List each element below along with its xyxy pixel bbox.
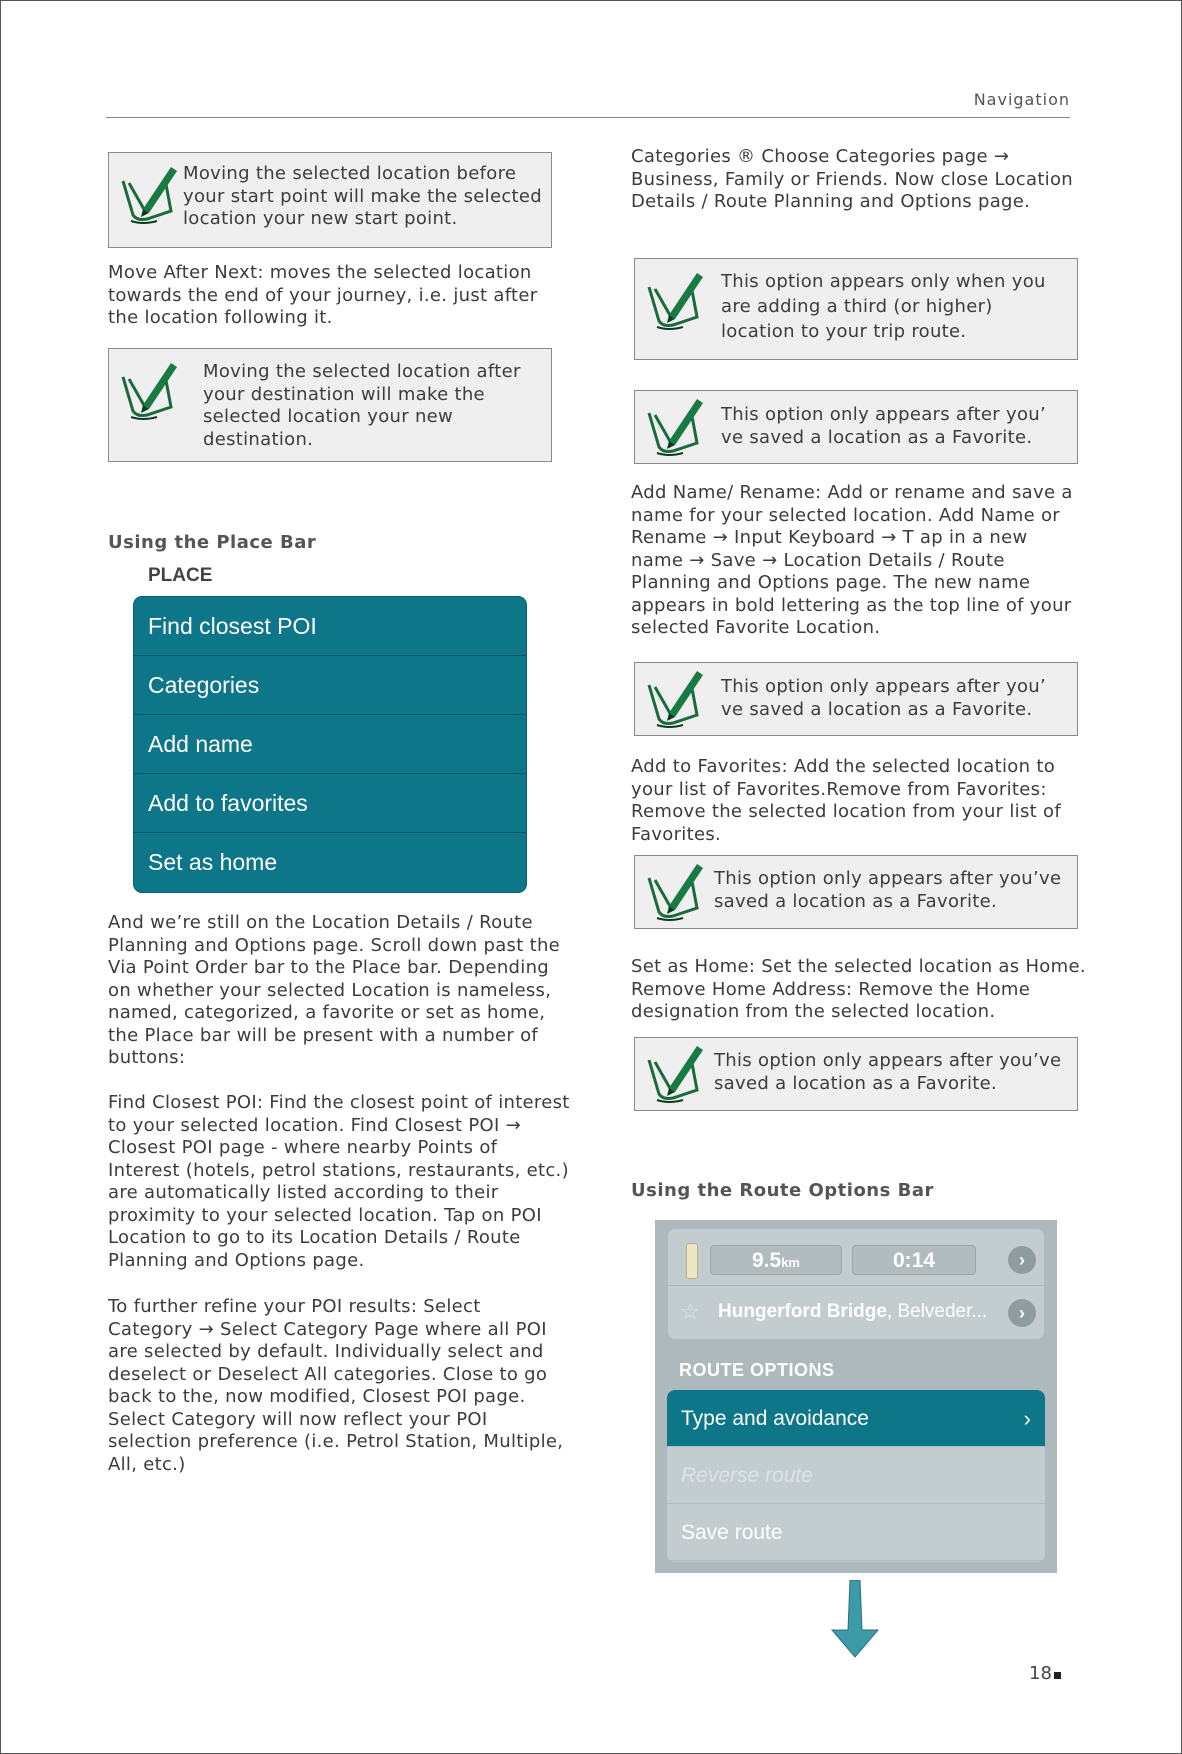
route-destination-rest: , Belveder... — [886, 1301, 988, 1322]
arrow-down-icon — [830, 1580, 880, 1658]
page-header — [106, 90, 1070, 118]
note-text: Moving the selected location after your destination will make the selected location your new destination. — [203, 361, 521, 450]
route-distance-unit: km — [781, 1255, 800, 1270]
note-box-favorite-1 — [634, 390, 1078, 464]
route-item-reverse-route: Reverse route — [667, 1447, 1045, 1504]
note-box-third-location — [634, 258, 1078, 360]
pen-note-icon — [639, 858, 707, 926]
pen-note-icon — [639, 393, 707, 461]
chevron-right-icon: › — [1023, 1406, 1031, 1431]
route-divider — [668, 1285, 1044, 1286]
route-item-type-and-avoidance[interactable] — [667, 1390, 1045, 1447]
paragraph-set-as-home: Set as Home: Set the selected location as Home. Remove Home Address: Remove the Home designation from the selected location. — [631, 956, 1086, 1022]
paragraph-find-closest-poi: Find Closest POI: Find the closest point of interest to your selected location. Find Closest POI → Closest POI page - where nearby Points of Interest (hotels, petrol stations, restaurants, etc.) are automatically listed according to their proximity to your selected location. Tap on POI Location to go to its Location Details / Route Planning and Options page. — [108, 1092, 570, 1271]
star-icon[interactable]: ☆ — [680, 1299, 700, 1324]
note-text: This option only appears after you’ve saved a location as a Favorite. — [714, 1050, 1062, 1094]
route-options-heading: ROUTE OPTIONS — [679, 1360, 835, 1380]
route-options-list — [667, 1390, 1045, 1562]
note-text: This option only appears after you’ ve saved a location as a Favorite. — [721, 404, 1047, 448]
route-destination-name: Hungerford Bridge — [718, 1301, 887, 1322]
route-distance — [710, 1245, 842, 1275]
paragraph-add-name: Add Name/ Rename: Add or rename and save a name for your selected location. Add Name or Rename → Input Keyboard → T ap in a new name → Save → Location Details / Route Planning and Options page. The new name appears in bold lettering as the top line of your selected Favorite Location. — [631, 482, 1073, 638]
paragraph-add-to-favorites: Add to Favorites: Add the selected location to your list of Favorites.Remove from Favorites: Remove the selected location from your list of Favorites. — [631, 756, 1061, 845]
place-item-categories[interactable]: Categories — [134, 656, 526, 715]
place-item-add-to-favorites[interactable]: Add to favorites — [134, 774, 526, 833]
place-bar-label: PLACE — [148, 565, 213, 586]
page-number-value: 18 — [1029, 1663, 1052, 1684]
paragraph-place-bar-intro: And we’re still on the Location Details / Route Planning and Options page. Scroll down past the Via Point Order bar to the Place bar. Depending on whether your selected Location is nameless, named, categorized, a favorite or set as home, the Place bar will be present with a number of buttons: — [108, 912, 561, 1068]
note-box-favorite-2 — [634, 662, 1078, 736]
section-title-route-options: Using the Route Options Bar — [631, 1180, 934, 1201]
section-title-place-bar: Using the Place Bar — [108, 532, 317, 553]
pen-note-icon — [639, 665, 707, 733]
route-color-indicator — [686, 1243, 698, 1279]
paragraph-refine-poi: To further refine your POI results: Select Category → Select Category Page where all POI are selected by default. Individually select and deselect or Deselect All categories. Close to go back to the, now modified, Closest POI page. Select Category will now reflect your POI selection preference (i.e. Petrol Station, Multiple, All, etc.) — [108, 1296, 564, 1475]
route-destination — [718, 1301, 987, 1323]
route-item-label: Type and avoidance — [681, 1407, 869, 1430]
note-box-destination — [108, 348, 552, 462]
paragraph-move-after-next: Move After Next: moves the selected location towards the end of your journey, i.e. just after the location following it. — [108, 262, 538, 328]
header-title: Navigation — [973, 90, 1070, 109]
route-item-save-route[interactable]: Save route — [667, 1504, 1045, 1561]
chevron-right-icon[interactable]: › — [1008, 1299, 1036, 1327]
route-time: 0:14 — [852, 1245, 976, 1275]
place-item-find-closest-poi[interactable]: Find closest POI — [134, 597, 526, 656]
note-box-start-point — [108, 152, 552, 248]
note-text: This option only appears after you’ve saved a location as a Favorite. — [714, 868, 1062, 912]
note-box-favorite-3 — [634, 855, 1078, 929]
route-options-screenshot — [655, 1220, 1057, 1573]
note-text: This option appears only when you are adding a third (or higher) location to your trip route. — [721, 271, 1046, 342]
note-text: This option only appears after you’ ve saved a location as a Favorite. — [721, 676, 1047, 720]
note-box-favorite-4 — [634, 1037, 1078, 1111]
pen-note-icon — [639, 1040, 707, 1108]
place-bar-menu — [133, 596, 527, 893]
note-text: Moving the selected location before your start point will make the selected location your new start point. — [183, 163, 542, 229]
route-distance-value: 9.5 — [752, 1249, 782, 1272]
route-summary-panel — [667, 1228, 1045, 1340]
pen-note-icon — [113, 161, 181, 229]
place-item-add-name[interactable]: Add name — [134, 715, 526, 774]
pen-note-icon — [113, 357, 181, 425]
page-number — [1029, 1663, 1061, 1684]
place-item-set-as-home[interactable]: Set as home — [148, 849, 278, 875]
pen-note-icon — [639, 267, 707, 335]
chevron-right-icon[interactable]: › — [1008, 1246, 1036, 1274]
paragraph-categories: Categories ® Choose Categories page → Business, Family or Friends. Now close Location Details / Route Planning and Options page. — [631, 146, 1074, 212]
page-number-marker — [1054, 1672, 1061, 1679]
